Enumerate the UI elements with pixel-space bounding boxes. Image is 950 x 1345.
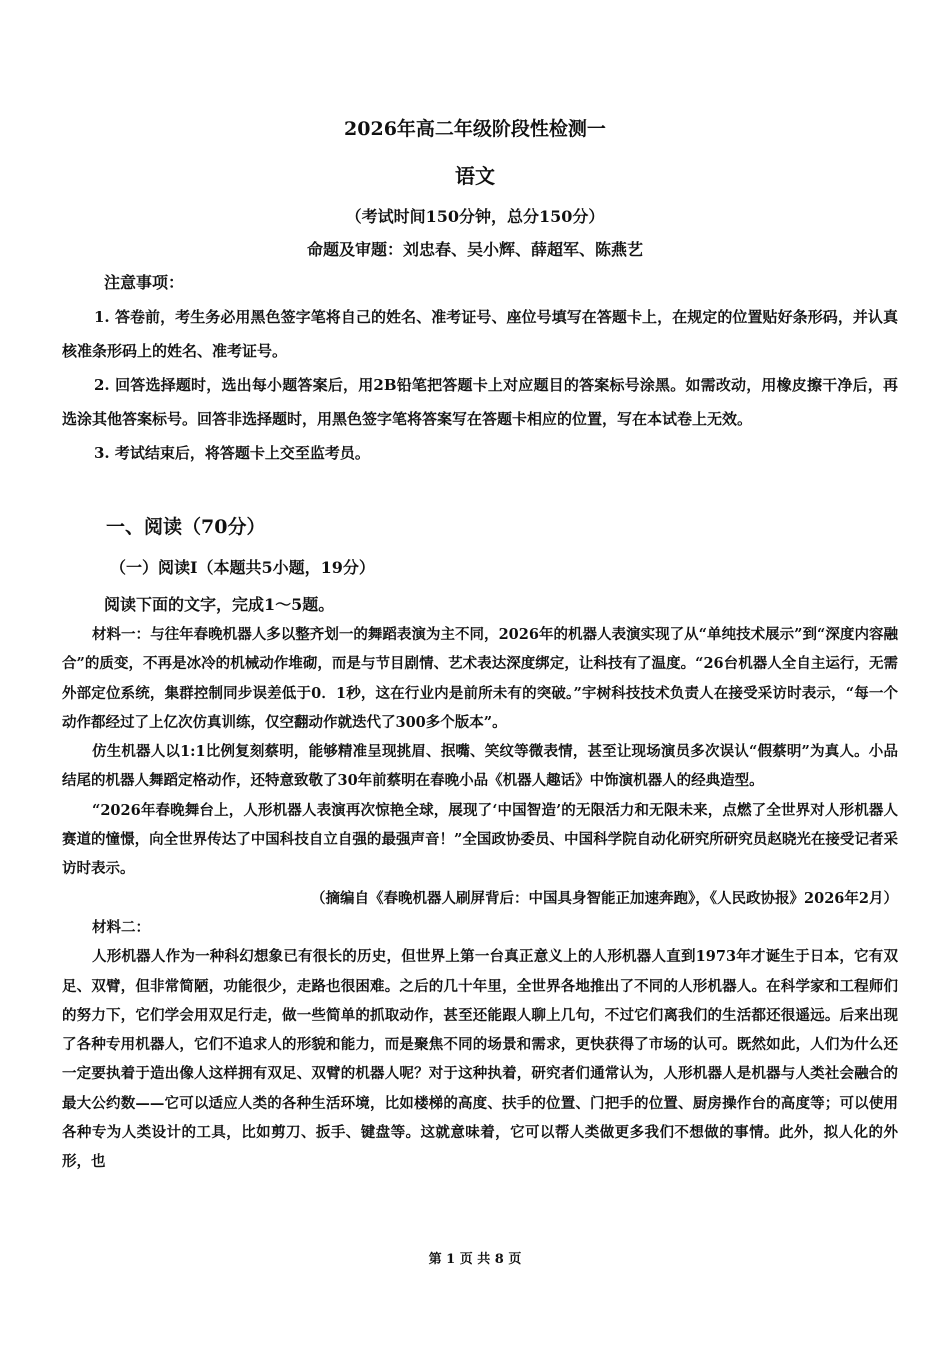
exam-title: 2026年高二年级阶段性检测一 bbox=[344, 118, 606, 140]
material-one-paragraph: 材料一：与往年春晚机器人多以整齐划一的舞蹈表演为主不同，2026年的机器人表演实现了从“单纯技术展示”到“深度内容融合”的质变，不再是冰冷的机械动作堆砌，而是与节目剧情、艺术表达深度绑定，让科技有了温度。“26台机器人全自主运行，无需外部定位系统，集群控制同步误差低于0．1秒，这在行业内是前所未有的突破。”宇树科技技术负责人在接受采访时表示，“每一个动作都经过了上亿次仿真训练，仅空翻动作就迭代了300多个版本”。 bbox=[62, 626, 898, 731]
material-one-source: （摘编自《春晚机器人刷屏背后：中国具身智能正加速奔跑》，《人民政协报》2026年2月） bbox=[311, 889, 898, 907]
reading-instruction: 阅读下面的文字，完成1～5题。 bbox=[104, 595, 335, 614]
material-two-paragraph: 人形机器人作为一种科幻想象已有很长的历史，但世界上第一台真正意义上的人形机器人直到1973年才诞生于日本，它有双足、双臂，但非常简陋，功能很少，走路也很困难。之后的几十年里，全世界各地推出了不同的人形机器人。在科学家和工程师们的努力下，它们学会用双足行走，做一些简单的抓取动作，甚至还能跟人聊上几句，不过它们离我们的生活都还很遥远。后来出现了各种专用机器人，它们不追求人的形貌和能力，而是聚焦不同的场景和需求，更快获得了市场的认可。既然如此，人们为什么还一定要执着于造出像人这样拥有双足、双臂的机器人呢？对于这种执着，研究者们通常认为，人形机器人是机器与人类社会融合的最大公约数——它可以适应人类的各种生活环境，比如楼梯的高度、扶手的位置、门把手的位置、厨房操作台的高度等；可以使用各种专为人类设计的工具，比如剪刀、扳手、键盘等。这就意味着，它可以帮人类做更多我们不想做的事情。此外，拟人化的外形，也 bbox=[62, 948, 898, 1171]
notes-heading: 注意事项： bbox=[104, 273, 185, 292]
section-subtitle: （一）阅读Ⅰ（本题共5小题，19分） bbox=[110, 558, 375, 577]
reading-material bbox=[62, 620, 898, 1177]
material-one-paragraph: 仿生机器人以1:1比例复刻蔡明，能够精准呈现挑眉、抿嘴、笑纹等微表情，甚至让现场演员多次误认“假蔡明”为真人。小品结尾的机器人舞蹈定格动作，还特意致敬了30年前蔡明在春晚小品《机器人趣话》中饰演机器人的经典造型。 bbox=[62, 743, 898, 790]
material-one-paragraph: “2026年春晚舞台上，人形机器人表演再次惊艳全球，展现了‘中国智造’的无限活力和无限未来，点燃了全世界对人形机器人赛道的憧憬，向全世界传达了中国科技自立自强的最强声音！”全国政协委员、中国科学院自动化研究所研究员赵晓光在接受记者采访时表示。 bbox=[62, 801, 898, 878]
exam-authors: 命题及审题：刘忠春、吴小辉、薛超军、陈燕艺 bbox=[306, 240, 643, 259]
page-number: 第 1 页 共 8 页 bbox=[428, 1252, 522, 1267]
notes-list bbox=[62, 300, 898, 470]
subject-title: 语文 bbox=[455, 164, 495, 188]
exam-time-score: （考试时间150分钟，总分150分） bbox=[345, 207, 605, 226]
material-two-label: 材料二： bbox=[92, 918, 150, 936]
section-title: 一、阅读（70分） bbox=[106, 516, 266, 538]
note-item: 2. 回答选择题时，选出每小题答案后，用2B铅笔把答题卡上对应题目的答案标号涂黑。如需改动，用橡皮擦干净后，再选涂其他答案标号。回答非选择题时，用黑色签字笔将答案写在答题卡相应的位置，写在本试卷上无效。 bbox=[62, 376, 898, 428]
note-item: 3. 考试结束后，将答题卡上交至监考员。 bbox=[94, 444, 370, 462]
note-item: 1. 答卷前，考生务必用黑色签字笔将自己的姓名、准考证号、座位号填写在答题卡上，在规定的位置贴好条形码，并认真核准条形码上的姓名、准考证号。 bbox=[62, 308, 898, 360]
